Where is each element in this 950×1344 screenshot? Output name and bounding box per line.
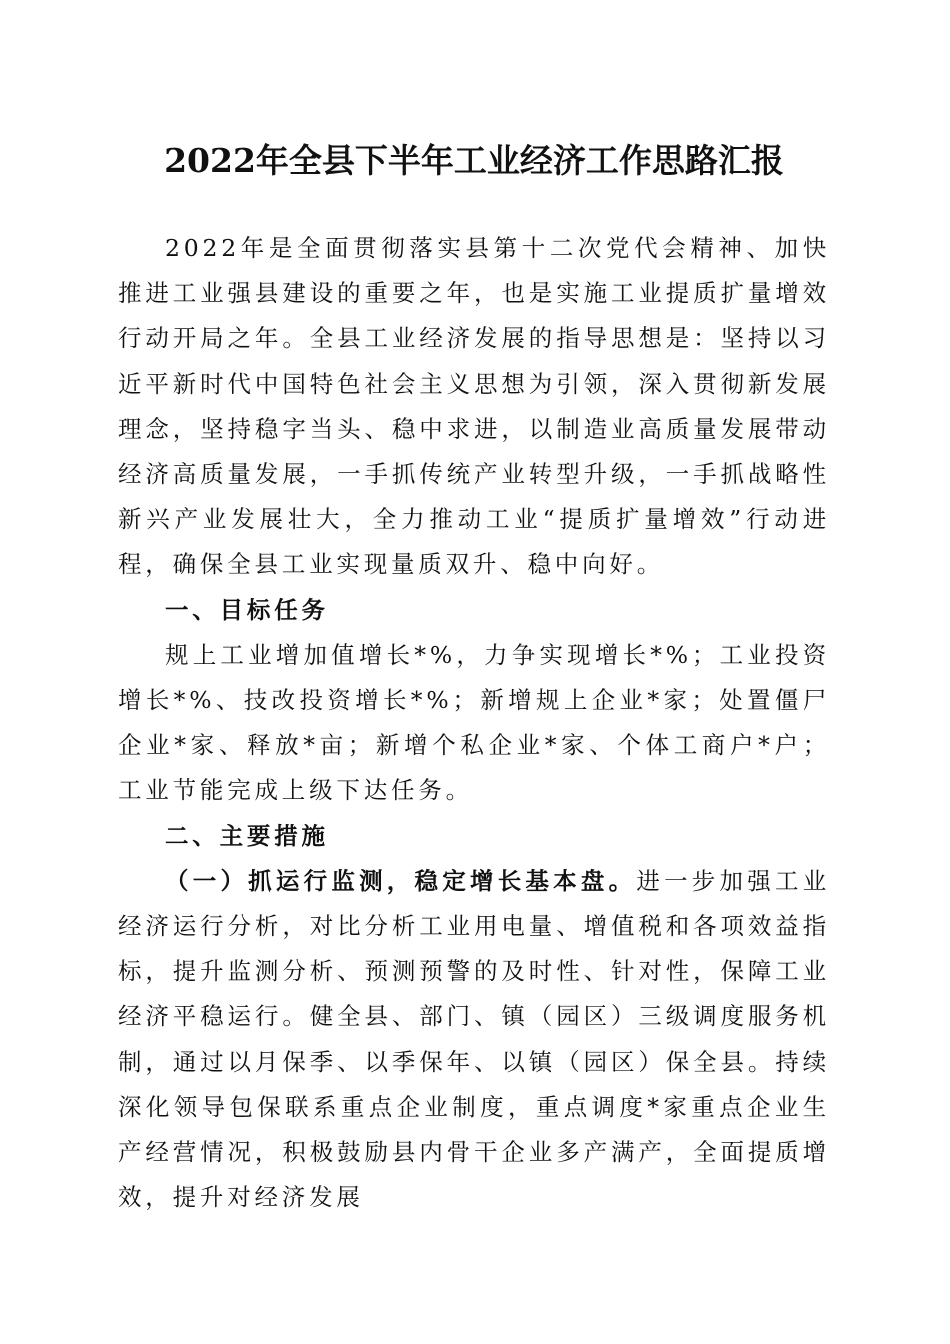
section-heading-targets: 一、目标任务	[165, 595, 329, 624]
measure-1-paragraph	[118, 859, 830, 1221]
section-heading-measures: 二、主要措施	[165, 821, 329, 850]
measure-1-lead: （一）抓运行监测，稳定增长基本盘。	[165, 866, 637, 895]
intro-paragraph: 2022年是全面贯彻落实县第十二次党代会精神、加快推进工业强县建设的重要之年，也是实施工业提质扩量增效行动开局之年。全县工业经济发展的指导思想是：坚持以习近平新时代中国特色社会主义思想为引领，深入贯彻新发展理念，坚持稳字当头、稳中求进，以制造业高质量发展带动经济高质量发展，一手抓传统产业转型升级，一手抓战略性新兴产业发展壮大，全力推动工业“提质扩量增效”行动进程，确保全县工业实现量质双升、稳中向好。	[118, 234, 830, 579]
measure-1-body: 进一步加强工业经济运行分析，对比分析工业用电量、增值税和各项效益指标，提升监测分析、预测预警的及时性、针对性，保障工业经济平稳运行。健全县、部门、镇（园区）三级调度服务机制，通过以月保季、以季保年、以镇（园区）保全县。持续深化领导包保联系重点企业制度，重点调度*家重点企业生产经营情况，积极鼓励县内骨干企业多产满产，全面提质增效，提升对经济发展	[118, 866, 830, 1212]
targets-paragraph: 规上工业增加值增长*%，力争实现增长*%；工业投资增长*%、技改投资增长*%；新增规上企业*家；处置僵尸企业*家、释放*亩；新增个私企业*家、个体工商户*户；工业节能完成上级下达任务。	[118, 640, 830, 805]
document-body	[118, 226, 830, 1220]
document-title: 2022年全县下半年工业经济工作思路汇报	[164, 141, 784, 180]
